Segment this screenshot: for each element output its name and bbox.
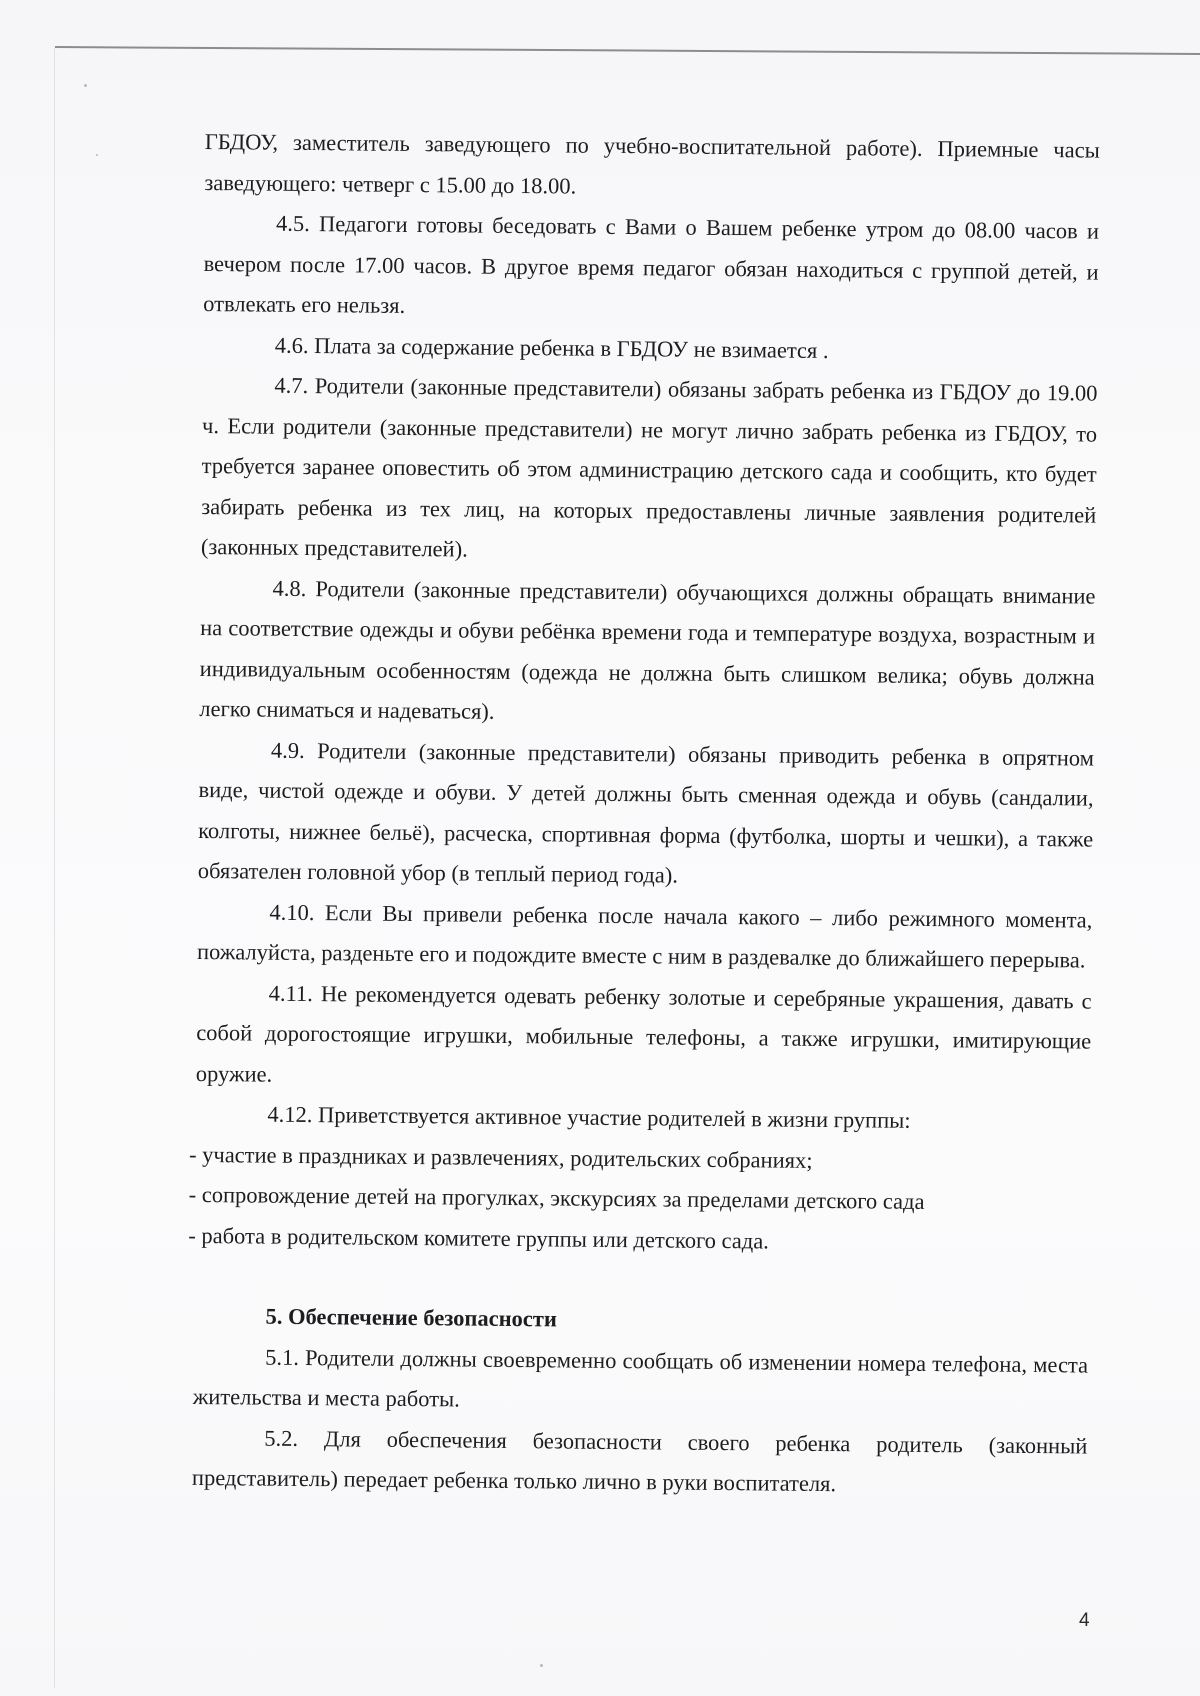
list-item: - участие в праздниках и развлечениях, родительских собраниях; xyxy=(188,1141,813,1173)
list-item: - работа в родительском комитете группы или детского сада. xyxy=(188,1222,770,1253)
paragraph-5-1: 5.1. Родители должны своевременно сообщать об изменении номера телефона, места жительства и места работы. xyxy=(192,1344,1089,1412)
paragraph-4-9: 4.9. Родители (законные представители) обязаны приводить ребенка в опрятном виде, чистой одежде и обуви. У детей должны быть сменная одежда и обувь (сандалии, колготы, нижнее бельё), расческа, спортивная форма (футболка, шорты и чешки), а также обязателен головной убор (в теплый период года). xyxy=(197,737,1095,888)
list-item: - сопровождение детей на прогулках, экскурсиях за пределами детского сада xyxy=(188,1181,925,1214)
paragraph-4-10: 4.10. Если Вы привели ребенка после начала какого – либо режимного момента, пожалуйста, разденьте его и подождите вместе с ним в раздевалке до ближайшего перерыва. xyxy=(196,899,1093,973)
section-heading: 5. Обеспечение безопасности xyxy=(265,1303,557,1332)
page-number: 4 xyxy=(1079,1610,1090,1631)
document-body xyxy=(188,122,1100,1507)
page-left-edge xyxy=(54,48,55,1688)
scan-speck xyxy=(540,1664,543,1667)
page-top-edge xyxy=(55,46,1200,55)
scan-speck xyxy=(96,154,98,156)
paragraph-5-2: 5.2. Для обеспечения безопасности своего ребенка родитель (законный представитель) передает ребенка только лично в руки воспитателя. xyxy=(191,1425,1088,1497)
paragraph-4-5: 4.5. Педагоги готовы беседовать с Вами о Вашем ребенке утром до 08.00 часов и вечером после 17.00 часов. В другое время педагог обязан находиться с группой детей, и отвлекать его нельзя. xyxy=(203,210,1100,318)
paragraph-4-6: 4.6. Плата за содержание ребенка в ГБДОУ не взимается . xyxy=(274,332,829,363)
paragraph-4-12: 4.12. Приветствуется активное участие родителей в жизни группы: xyxy=(267,1101,911,1133)
paragraph-4-11: 4.11. Не рекомендуется одевать ребенку золотые и серебряные украшения, давать с собой дорогостоящие игрушки, мобильные телефоны, а также игрушки, имитирующие оружие. xyxy=(195,980,1092,1087)
scan-speck xyxy=(84,84,87,87)
paragraph-4-8: 4.8. Родители (законные представители) обучающихся должны обращать внимание на соответствие одежды и обуви ребёнка времени года и температуре воздуха, возрастным и индивидуальным особенностям (одежда не должна быть слишком велика; обувь должна легко сниматься и надеваться). xyxy=(199,575,1096,724)
paragraph-continuation: ГБДОУ, заместитель заведующего по учебно-воспитательной работе). Приемные часы заведующего: четверг с 15.00 до 18.00. xyxy=(204,128,1100,199)
paragraph-4-7: 4.7. Родители (законные представители) обязаны забрать ребенка из ГБДОУ до 19.00 ч. Если родители (законные представители) не могут лично забрать ребенка из ГБДОУ, то требуется заранее оповестить об этом администрацию детского сада и сообщить, кто будет забирать ребенка из тех лиц, на которых предоставлены личные заявления родителей (законных представителей). xyxy=(200,372,1098,562)
